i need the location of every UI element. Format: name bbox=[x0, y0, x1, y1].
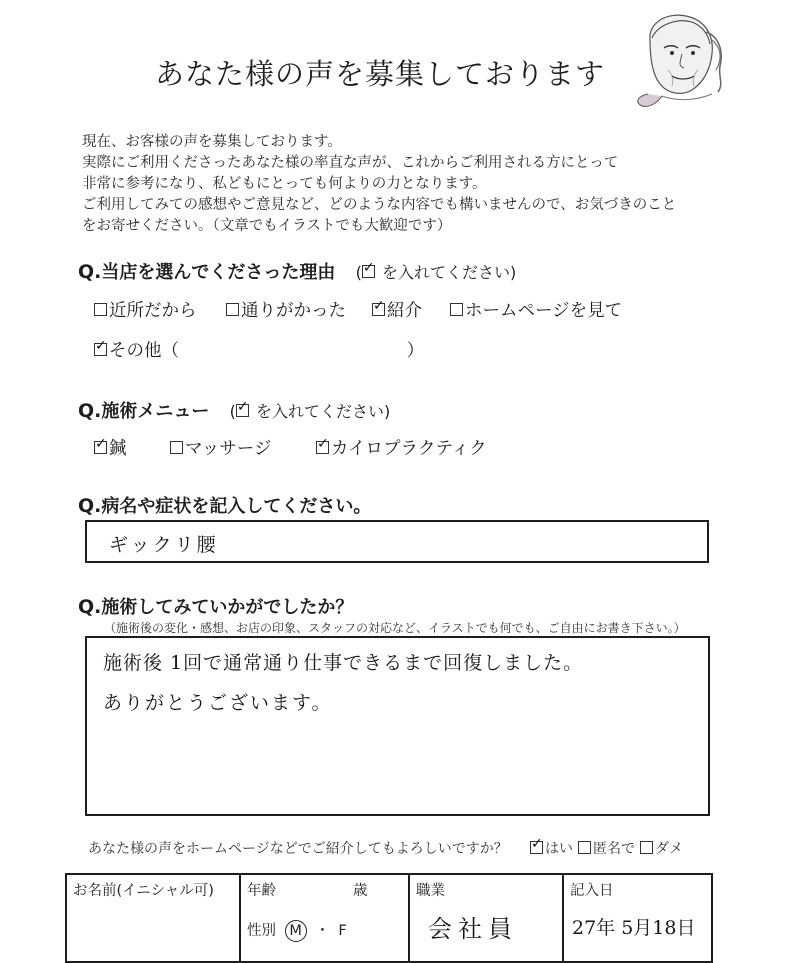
job-label: 職業 bbox=[416, 883, 445, 899]
option-close: ） bbox=[406, 341, 425, 361]
job-cell[interactable] bbox=[409, 874, 563, 962]
question-label: 施術メニュー bbox=[101, 401, 210, 422]
checkbox-checked-icon[interactable] bbox=[316, 441, 329, 454]
checkbox-icon[interactable] bbox=[170, 441, 183, 454]
checkbox-checked-icon[interactable] bbox=[372, 303, 385, 316]
date-cell[interactable] bbox=[563, 874, 712, 962]
reason-option-passing[interactable] bbox=[226, 297, 346, 322]
option-label: カイロプラクティク bbox=[331, 439, 487, 459]
question-impression bbox=[78, 593, 353, 619]
consent-option-no[interactable] bbox=[640, 838, 683, 858]
menu-option-acupuncture[interactable] bbox=[94, 435, 127, 460]
impression-answer-line: ありがとうございます。 bbox=[103, 692, 333, 714]
gender-m-circled[interactable]: M bbox=[285, 920, 307, 942]
question-symptoms bbox=[78, 492, 371, 518]
page-title: あなた様の声を募集しております bbox=[154, 57, 605, 91]
intro-line: をお寄せください。（文章でもイラストでも大歓迎です） bbox=[82, 218, 452, 234]
gender-label: 性別 bbox=[247, 923, 276, 939]
intro-line: 現在、お客様の声を募集しております。 bbox=[82, 134, 342, 150]
menu-option-chiropractic[interactable] bbox=[316, 435, 487, 460]
question-label: 施術してみていかがでしたか？ bbox=[101, 597, 354, 618]
symptoms-answer: ギックリ腰 bbox=[109, 534, 219, 556]
checkbox-icon[interactable] bbox=[640, 841, 653, 854]
option-label: 匿名で bbox=[593, 841, 635, 857]
gender-f[interactable]: F bbox=[338, 923, 347, 939]
impression-note: （施術後の変化・感想、お店の印象、スタッフの対応など、イラストでも何でも、ご自由にお書き下さい。） bbox=[104, 621, 686, 635]
hint-open: ( bbox=[229, 402, 236, 421]
question-menu bbox=[78, 397, 390, 423]
intro-text bbox=[82, 132, 676, 237]
hint-checkbox-icon bbox=[362, 265, 375, 278]
hint-text: を入れてください) bbox=[382, 263, 517, 282]
checkbox-icon[interactable] bbox=[226, 303, 239, 316]
reason-option-nearby[interactable] bbox=[94, 297, 197, 322]
option-label: ダメ bbox=[655, 841, 683, 857]
option-label: ホームページを見て bbox=[465, 301, 623, 321]
option-label: 鍼 bbox=[109, 439, 127, 459]
menu-option-massage[interactable] bbox=[170, 435, 271, 460]
reason-option-homepage[interactable] bbox=[450, 297, 622, 322]
gender-separator: ・ bbox=[315, 923, 330, 939]
question-prefix: Q. bbox=[78, 596, 102, 618]
checkbox-icon[interactable] bbox=[578, 841, 591, 854]
symptoms-answer-box[interactable] bbox=[85, 520, 709, 563]
checkbox-icon[interactable] bbox=[450, 303, 463, 316]
customer-info-table bbox=[65, 873, 713, 963]
name-cell[interactable] bbox=[66, 874, 240, 962]
impression-answer-line: 施術後 1回で通常通り仕事できるまで回復しました。 bbox=[103, 652, 584, 674]
portrait-illustration bbox=[628, 10, 728, 112]
option-label: 紹介 bbox=[387, 301, 422, 321]
option-label: はい bbox=[545, 841, 573, 857]
intro-line: 実際にご利用くださったあなた様の率直な声が、これからご利用される方にとって bbox=[82, 155, 619, 171]
reason-option-referral[interactable] bbox=[372, 297, 422, 322]
checkbox-icon[interactable] bbox=[94, 303, 107, 316]
age-unit: 歳 bbox=[353, 883, 368, 899]
name-label: お名前(イニシャル可) bbox=[73, 883, 214, 899]
intro-line: 非常に参考になり、私どもにとっても何よりの力となります。 bbox=[82, 176, 487, 192]
hint-checkbox-icon bbox=[236, 404, 249, 417]
age-label: 年齢 bbox=[247, 883, 276, 899]
consent-question: あなた様の声をホームページなどでご紹介してもよろしいですか？ bbox=[88, 841, 508, 857]
checkbox-checked-icon[interactable] bbox=[94, 441, 107, 454]
checkbox-checked-icon[interactable] bbox=[94, 343, 107, 356]
impression-answer-box[interactable] bbox=[85, 636, 710, 816]
reason-option-other[interactable] bbox=[94, 337, 424, 362]
question-prefix: Q. bbox=[78, 495, 102, 517]
question-prefix: Q. bbox=[78, 400, 102, 422]
option-label: マッサージ bbox=[185, 439, 272, 459]
option-label: 通りがかった bbox=[241, 301, 346, 321]
question-reason bbox=[78, 258, 516, 284]
age-gender-cell[interactable] bbox=[240, 874, 409, 962]
date-value: 27年 5月18日 bbox=[572, 917, 696, 939]
hint-open: ( bbox=[355, 263, 362, 282]
job-value: 会社員 bbox=[428, 915, 518, 943]
date-label: 記入日 bbox=[570, 883, 614, 899]
option-label: その他（ bbox=[109, 341, 179, 361]
checkbox-checked-icon[interactable] bbox=[530, 841, 543, 854]
consent-option-yes[interactable] bbox=[530, 838, 573, 858]
consent-option-anonymous[interactable] bbox=[578, 838, 635, 858]
option-label: 近所だから bbox=[109, 301, 197, 321]
question-label: 病名や症状を記入してください。 bbox=[101, 496, 372, 517]
intro-line: ご利用してみての感想やご意見など、どのような内容でも構いませんので、お気づきのこと bbox=[82, 197, 677, 213]
question-label: 当店を選んでくださった理由 bbox=[101, 262, 336, 283]
question-prefix: Q. bbox=[78, 261, 102, 283]
hint-text: を入れてください) bbox=[256, 402, 391, 421]
